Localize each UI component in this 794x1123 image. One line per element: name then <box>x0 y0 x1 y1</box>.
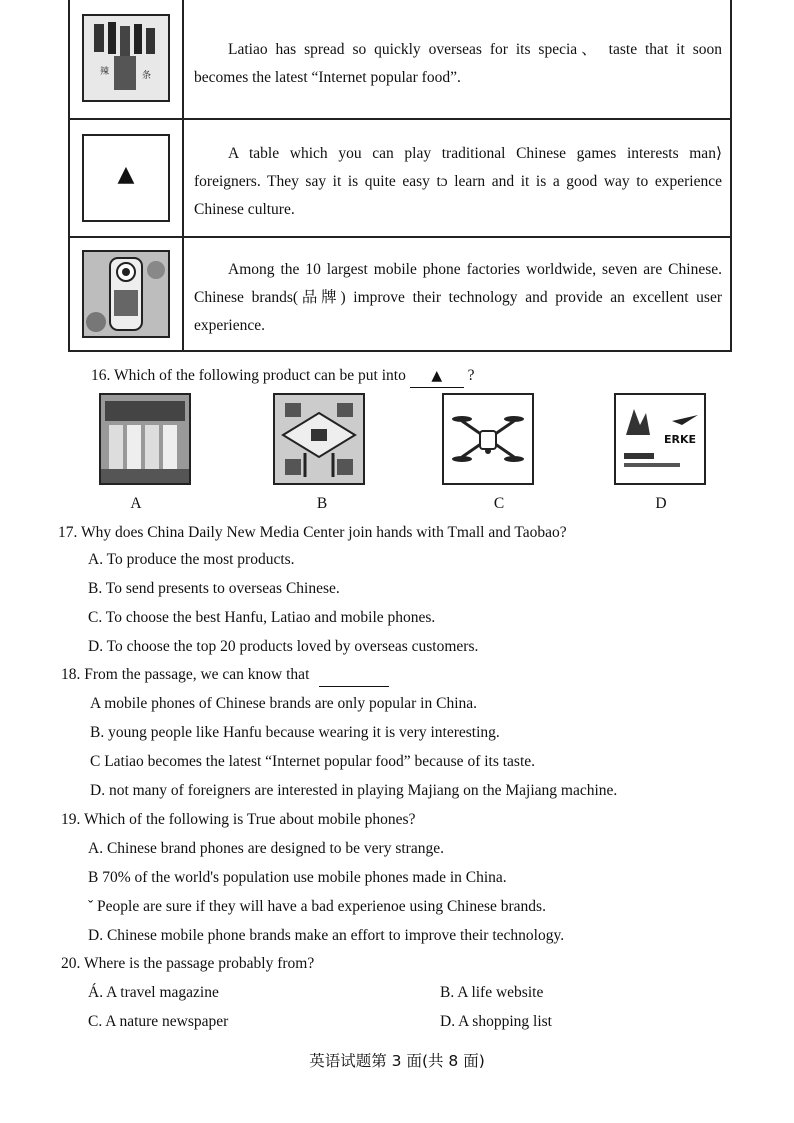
row-text: Latiao has spread so quickly overseas for its specia、 taste that it soon becomes the latest “Internet popular food”. <box>194 41 722 86</box>
q18-option-d: D. not many of foreigners are interested in playing Majiang on the Majiang machine. <box>90 782 618 799</box>
q18-option-a: A mobile phones of Chinese brands are only popular in China. <box>90 695 478 712</box>
answer-blank <box>319 664 389 687</box>
option-c-picture <box>442 393 534 485</box>
option-d-label: D <box>655 495 667 512</box>
q19-option-a: A. Chinese brand phones are designed to be very strange. <box>88 840 444 857</box>
q18-option-b: B. young people like Hanfu because wearing it is very interesting. <box>90 724 500 741</box>
q17-option-b: B. To send presents to overseas Chinese. <box>88 580 340 597</box>
row-text: A table which you can play traditional Chinese games interests man⟩ foreigners. They say it is quite easy tɔ learn and it is a good way to experience Chineѕe culture. <box>194 145 722 218</box>
image-cell <box>70 0 184 118</box>
svg-text:辣: 辣 <box>100 67 110 77</box>
q17-option-d: D. To choose the top 20 products loved by overseas customers. <box>88 638 479 655</box>
q18-option-c: C Latiao becomes the latest “Internet popular food” because of its taste. <box>90 753 536 770</box>
info-table <box>68 0 732 352</box>
option-a-label: A <box>130 495 142 512</box>
q20-option-d: D. A shopping list <box>440 1013 552 1030</box>
table-row <box>70 0 730 120</box>
triangle-symbol: ▲ <box>431 368 443 384</box>
q17-option-c: C. To choose the best Hanfu, Latiao and mobile phones. <box>88 609 436 626</box>
question-stem: 16. Which of the following product can be put into <box>91 367 406 384</box>
q19-option-b: B 70% of the world's population use mobile phones made in China. <box>88 869 507 886</box>
q17-option-a: A. To produce the most products. <box>88 551 295 568</box>
page-footer: 英语试题第 3 面(共 8 面) <box>309 1052 485 1070</box>
svg-text:条: 条 <box>142 71 152 81</box>
image-cell <box>70 238 184 350</box>
question-17-stem: 17. Why does China Daily New Media Center join hands with Tmall and Taobao? <box>58 524 567 541</box>
q19-option-c: ˇ People are sure if they will have a bad experienoe using Chinese brands. <box>88 898 546 915</box>
option-b-picture <box>273 393 365 485</box>
q19-option-d: D. Chinese mobile phone brands make an effort to improve their technology. <box>88 927 565 944</box>
question-19-stem: 19. Which of the following is True about mobile phones? <box>61 811 416 828</box>
table-row <box>70 120 730 238</box>
table-row <box>70 238 730 350</box>
q20-option-a: Á. A travel magazine <box>88 984 219 1001</box>
question-20-stem: 20. Where is the passage probably from? <box>61 955 315 972</box>
option-a-picture <box>99 393 191 485</box>
question-16: 16. Which of the following product can be put into ▲ ? <box>91 365 474 388</box>
triangle-symbol: ▲ <box>117 162 135 187</box>
triangle-placeholder-icon <box>82 134 170 222</box>
option-d-picture <box>614 393 706 485</box>
mobile-phone-camera-icon <box>82 250 170 338</box>
option-c-label: C <box>493 495 505 512</box>
option-b-label: B <box>316 495 328 512</box>
answer-blank <box>410 365 464 388</box>
row-text: Among the 10 largest mobile phone factories worldwide, seven are Chinese. Chinese brands(品牌) improve their technology and provide an excellent user experience. <box>194 261 722 334</box>
question-18-stem: 18. From the passage, we can know that <box>61 664 389 687</box>
q20-option-b: B. A life website <box>440 984 544 1001</box>
erke-logo-text: ERKE <box>664 433 697 446</box>
image-cell <box>70 120 184 236</box>
q20-option-c: C. A nature newspaper <box>88 1013 229 1030</box>
latiao-package-icon <box>82 14 170 102</box>
